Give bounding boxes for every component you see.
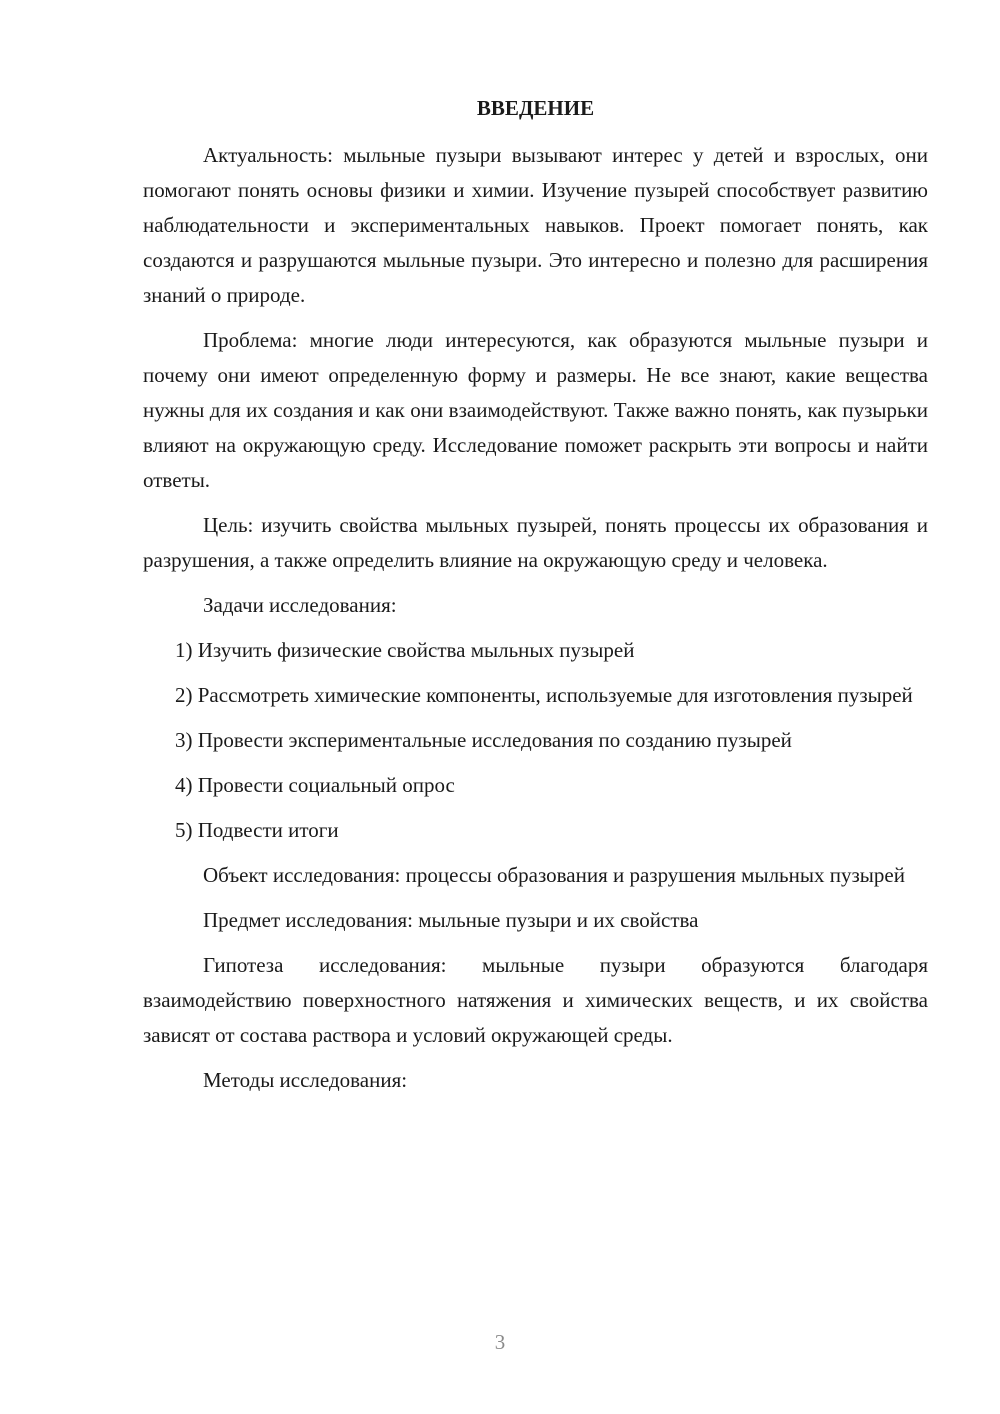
task-item-3: 3) Провести экспериментальные исследования по созданию пузырей	[175, 728, 792, 752]
goal-paragraph: Цель: изучить свойства мыльных пузырей, понять процессы их образования и разрушения, а также определить влияние на окружающую среду и человека.	[143, 513, 928, 572]
hypothesis-paragraph: Гипотеза исследования: мыльные пузыри образуются благодаря взаимодействию поверхностного натяжения и химических веществ, и их свойства зависят от состава раствора и условий окружающей среды.	[143, 953, 928, 1047]
tasks-heading: Задачи исследования:	[203, 593, 397, 617]
section-title: ВВЕДЕНИЕ	[476, 96, 595, 120]
object-paragraph: Объект исследования: процессы образования и разрушения мыльных пузырей	[203, 863, 905, 887]
task-item-2: 2) Рассмотреть химические компоненты, используемые для изготовления пузырей	[175, 683, 913, 707]
task-item-5: 5) Подвести итоги	[175, 818, 339, 842]
task-item-1: 1) Изучить физические свойства мыльных пузырей	[175, 638, 635, 662]
subject-paragraph: Предмет исследования: мыльные пузыри и их свойства	[203, 908, 699, 932]
relevance-paragraph: Актуальность: мыльные пузыри вызывают интерес у детей и взрослых, они помогают понять основы физики и химии. Изучение пузырей способствует развитию наблюдательности и экспериментальных навыков. Проект помогает понять, как создаются и разрушаются мыльные пузыри. Это интересно и полезно для расширения знаний о природе.	[143, 143, 928, 307]
task-item-4: 4) Провести социальный опрос	[175, 773, 455, 797]
page-number: 3	[494, 1330, 506, 1354]
document-page	[143, 88, 928, 1108]
problem-paragraph: Проблема: многие люди интересуются, как образуются мыльные пузыри и почему они имеют определенную форму и размеры. Не все знают, какие вещества нужны для их создания и как они взаимодействуют. Также важно понять, как пузырьки влияют на окружающую среду. Исследование поможет раскрыть эти вопросы и найти ответы.	[143, 328, 928, 492]
methods-heading: Методы исследования:	[203, 1068, 408, 1092]
